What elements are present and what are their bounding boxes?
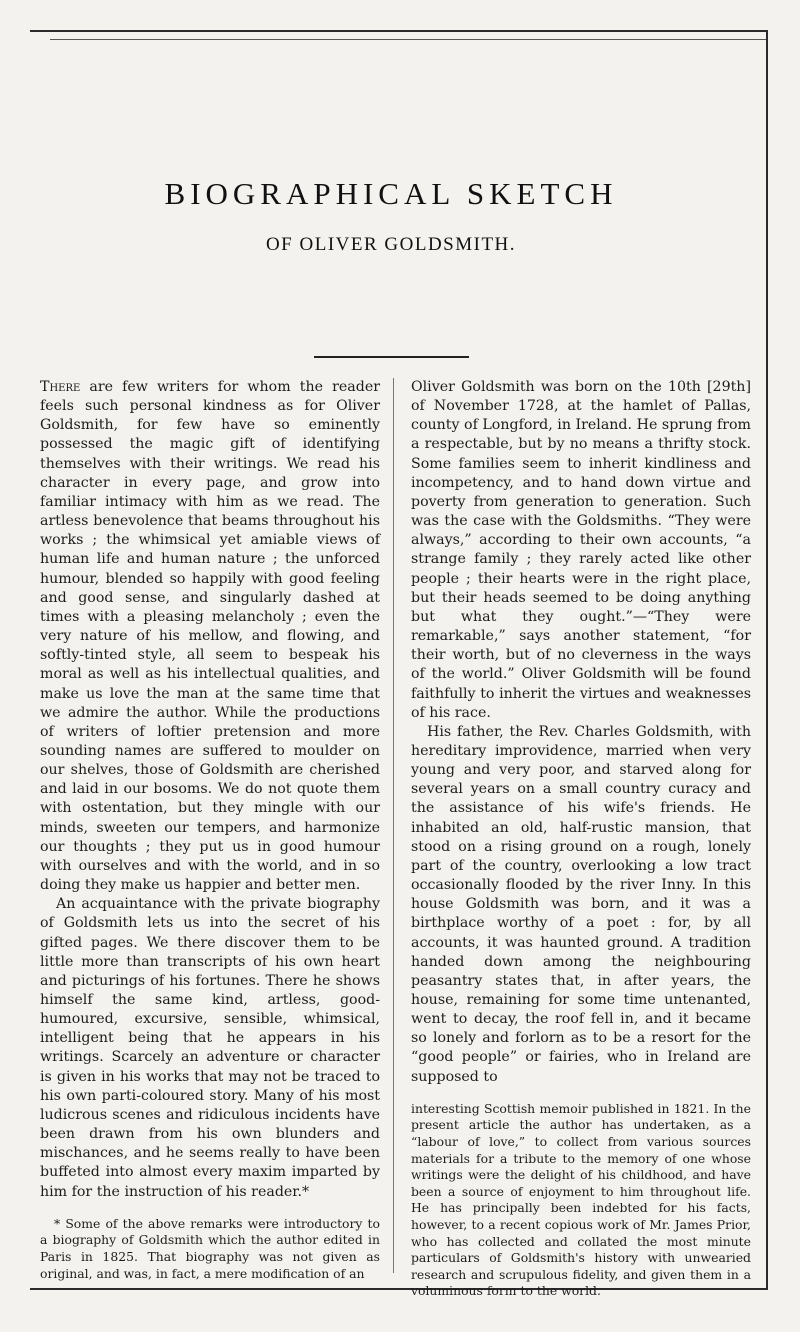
right-column xyxy=(411,378,751,1300)
drop-lead-word: There xyxy=(40,379,81,395)
page-border-right xyxy=(766,30,768,1290)
column-divider xyxy=(393,378,394,1273)
right-paragraph-2: His father, the Rev. Charles Goldsmith, with hereditary improvidence, married when very young and very poor, and starved along for several years on a small country curacy and the assistance of his wife's friends. He inhabited an old, half-rustic mansion, that stood on a rising ground on a rough, lonely part of the country, overlooking a low tract occasionally flooded by the river Inny. In this house Goldsmith was born, and it was a birthplace worthy of a poet : for, by all accounts, it was haunted ground. A tradition handed down among the neighbouring peasantry states that, in after years, the house, remaining for some time untenanted, went to decay, the roof fell in, and it became so lonely and forlorn as to be a resort for the “good people” or fairies, who in Ireland are supposed to xyxy=(411,723,751,1085)
page-title: BIOGRAPHICAL SKETCH xyxy=(164,176,618,211)
footnote-text: * Some of the above remarks were introductory to a biography of Goldsmith which the author edited in Paris in 1825. That biography was not given as original, and was, in fact, a mere modification of an xyxy=(40,1215,380,1281)
page-border-top-inner xyxy=(50,39,768,40)
page-border-top xyxy=(30,30,768,32)
left-paragraph-1-text: are few writers for whom the reader feels such personal kindness as for Oliver Goldsmith, for few have so eminently possessed the magic gift of identifying themselves with their writings. We read his character in every page, and grow into familiar intimacy with him as we read. The artless benevolence that beams throughout his works ; the whimsical yet amiable views of human life and human nature ; the unforced humour, blended so happily with good feeling and good sense, and singularly dashed at times with a pleasing melancholy ; even the very nature of his mellow, and flowing, and softly-tinted style, all seem to bespeak his moral as well as his intellectual qualities, and make us love the man at the same time that we admire the author. While the productions of writers of loftier pretension and more sounding names are suffered to moulder on our shelves, those of Goldsmith are cherished and laid in our bosoms. We do not quote them with ostentation, but they mingle with our minds, sweeten our tempers, and harmonize our thoughts ; they put us in good humour with ourselves and with the world, and in so doing they make us happier and better men. xyxy=(40,379,380,894)
footnote xyxy=(40,1216,380,1282)
footnote-continuation xyxy=(411,1101,751,1300)
page-subtitle: OF OLIVER GOLDSMITH. xyxy=(265,234,517,255)
left-paragraph-1 xyxy=(40,378,380,895)
title-rule xyxy=(314,356,469,358)
left-paragraph-2: An acquaintance with the private biography of Goldsmith lets us into the secret of his gifted pages. We there discover them to be little more than transcripts of his own heart and picturings of his fortunes. There he shows himself the same kind, artless, good-humoured, excursive, sensible, whimsical, intelligent being that he appears in his writings. Scarcely an adventure or character is given in his works that may not be traced to his own parti-coloured story. Many of his most ludicrous scenes and ridiculous incidents have been drawn from his own blunders and mischances, and he seems really to have been buffeted into almost every maxim imparted by him for the instruction of his reader.* xyxy=(40,896,380,1200)
left-column xyxy=(40,378,380,1282)
footnote-continuation-text: interesting Scottish memoir published in 1821. In the present article the author has undertaken, as a “labour of love,” to collect from various sources materials for a tribute to the memory of one whose writings were the delight of his childhood, and have been a source of enjoyment to him throughout life. He has principally been indebted for his facts, however, to a recent copious work of Mr. James Prior, who has collected and collated the most minute particulars of Goldsmith's history with unwearied research and scrupulous fidelity, and given them in a voluminous form to the world. xyxy=(411,1100,751,1299)
right-paragraph-1: Oliver Goldsmith was born on the 10th [29th] of November 1728, at the hamlet of Pallas, county of Longford, in Ireland. He sprung from a respectable, but by no means a thrifty stock. Some families seem to inherit kindliness and incompetency, and to hand down virtue and poverty from generation to generation. Such was the case with the Goldsmiths. “They were always,” according to their own accounts, “a strange family ; they rarely acted like other people ; their hearts were in the right place, but their heads seemed to be doing anything but what they ought.”—“They were remarkable,” says another statement, “for their worth, but of no cleverness in the ways of the world.” Oliver Goldsmith will be found faithfully to inherit the virtues and weaknesses of his race. xyxy=(411,379,751,721)
